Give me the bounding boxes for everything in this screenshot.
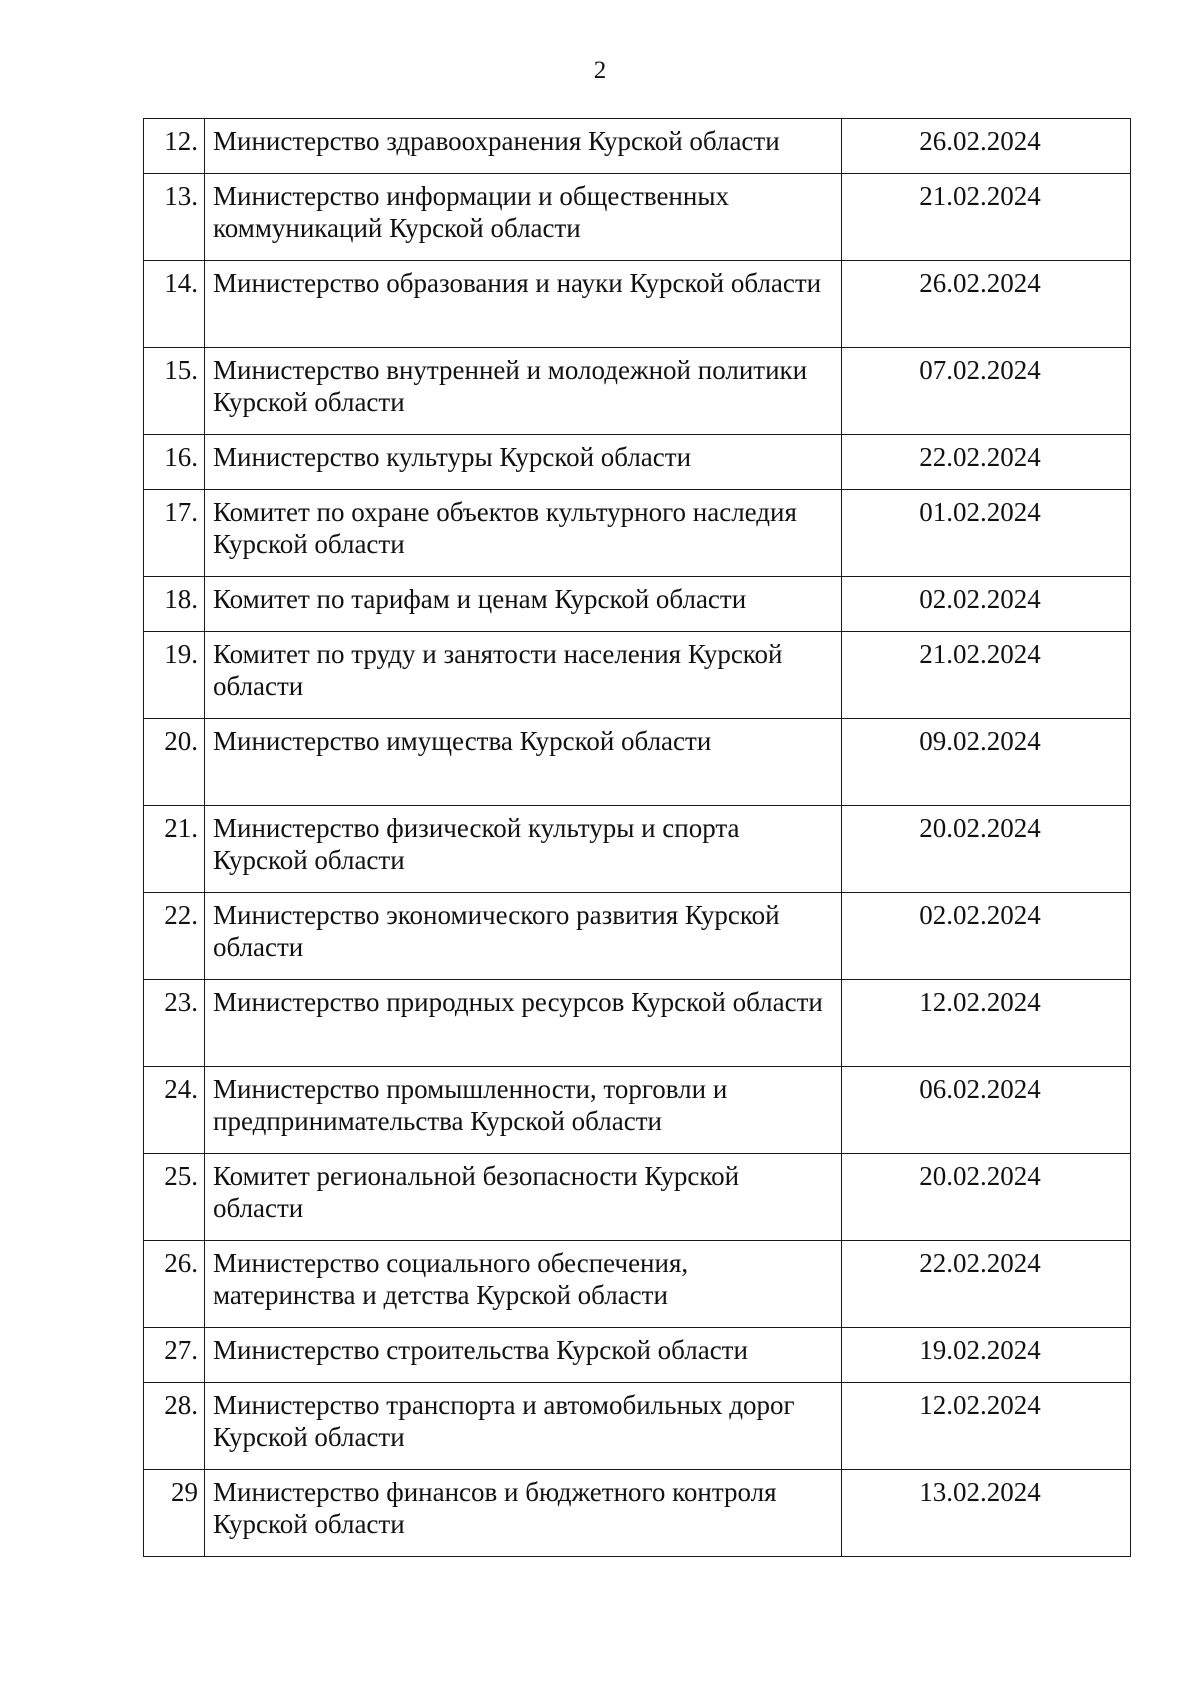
row-date: 19.02.2024 [842,1328,1131,1383]
row-number: 18. [144,577,205,632]
organization-name: Министерство информации и общественных коммуникаций Курской области [205,174,842,261]
row-number: 20. [144,719,205,806]
table-row [144,893,1131,980]
row-date: 12.02.2024 [842,1383,1131,1470]
table-row [144,632,1131,719]
table-row [144,490,1131,577]
row-date: 12.02.2024 [842,980,1131,1067]
row-date: 09.02.2024 [842,719,1131,806]
table-row [144,119,1131,174]
row-date: 26.02.2024 [842,261,1131,348]
table-row [144,435,1131,490]
table-row [144,1383,1131,1470]
ministries-table [143,118,1131,1557]
row-date: 02.02.2024 [842,893,1131,980]
table-row [144,577,1131,632]
table-row [144,174,1131,261]
organization-name: Министерство транспорта и автомобильных дорог Курской области [205,1383,842,1470]
table-row [144,348,1131,435]
row-date: 01.02.2024 [842,490,1131,577]
row-date: 22.02.2024 [842,435,1131,490]
row-number: 13. [144,174,205,261]
row-date: 21.02.2024 [842,174,1131,261]
table-row [144,261,1131,348]
row-number: 14. [144,261,205,348]
row-number: 24. [144,1067,205,1154]
organization-name: Министерство физической культуры и спорта Курской области [205,806,842,893]
row-date: 06.02.2024 [842,1067,1131,1154]
organization-name: Комитет по тарифам и ценам Курской области [205,577,842,632]
row-number: 15. [144,348,205,435]
organization-name: Министерство природных ресурсов Курской области [205,980,842,1067]
row-number: 26. [144,1241,205,1328]
row-number: 16. [144,435,205,490]
organization-name: Министерство здравоохранения Курской области [205,119,842,174]
row-date: 22.02.2024 [842,1241,1131,1328]
table-row [144,806,1131,893]
row-number: 12. [144,119,205,174]
row-number: 22. [144,893,205,980]
table-row [144,719,1131,806]
organization-name: Министерство экономического развития Курской области [205,893,842,980]
table-row [144,1470,1131,1557]
row-date: 20.02.2024 [842,806,1131,893]
row-date: 26.02.2024 [842,119,1131,174]
row-number: 19. [144,632,205,719]
table-row [144,1067,1131,1154]
row-date: 07.02.2024 [842,348,1131,435]
organization-name: Министерство образования и науки Курской области [205,261,842,348]
organization-name: Министерство финансов и бюджетного контроля Курской области [205,1470,842,1557]
organization-name: Министерство культуры Курской области [205,435,842,490]
row-date: 13.02.2024 [842,1470,1131,1557]
table-row [144,1241,1131,1328]
table-row [144,980,1131,1067]
row-date: 21.02.2024 [842,632,1131,719]
page-number: 2 [593,57,607,84]
organization-name: Министерство промышленности, торговли и предпринимательства Курской области [205,1067,842,1154]
row-number: 21. [144,806,205,893]
row-number: 27. [144,1328,205,1383]
row-number: 17. [144,490,205,577]
row-number: 28. [144,1383,205,1470]
row-date: 02.02.2024 [842,577,1131,632]
organization-name: Министерство имущества Курской области [205,719,842,806]
organization-name: Министерство строительства Курской области [205,1328,842,1383]
organization-name: Министерство внутренней и молодежной политики Курской области [205,348,842,435]
organization-name: Комитет по труду и занятости населения Курской области [205,632,842,719]
organization-name: Комитет региональной безопасности Курской области [205,1154,842,1241]
row-number: 25. [144,1154,205,1241]
organization-name: Комитет по охране объектов культурного наследия Курской области [205,490,842,577]
row-date: 20.02.2024 [842,1154,1131,1241]
table-row [144,1328,1131,1383]
organization-name: Министерство социального обеспечения, материнства и детства Курской области [205,1241,842,1328]
row-number: 29 [144,1470,205,1557]
row-number: 23. [144,980,205,1067]
table-row [144,1154,1131,1241]
